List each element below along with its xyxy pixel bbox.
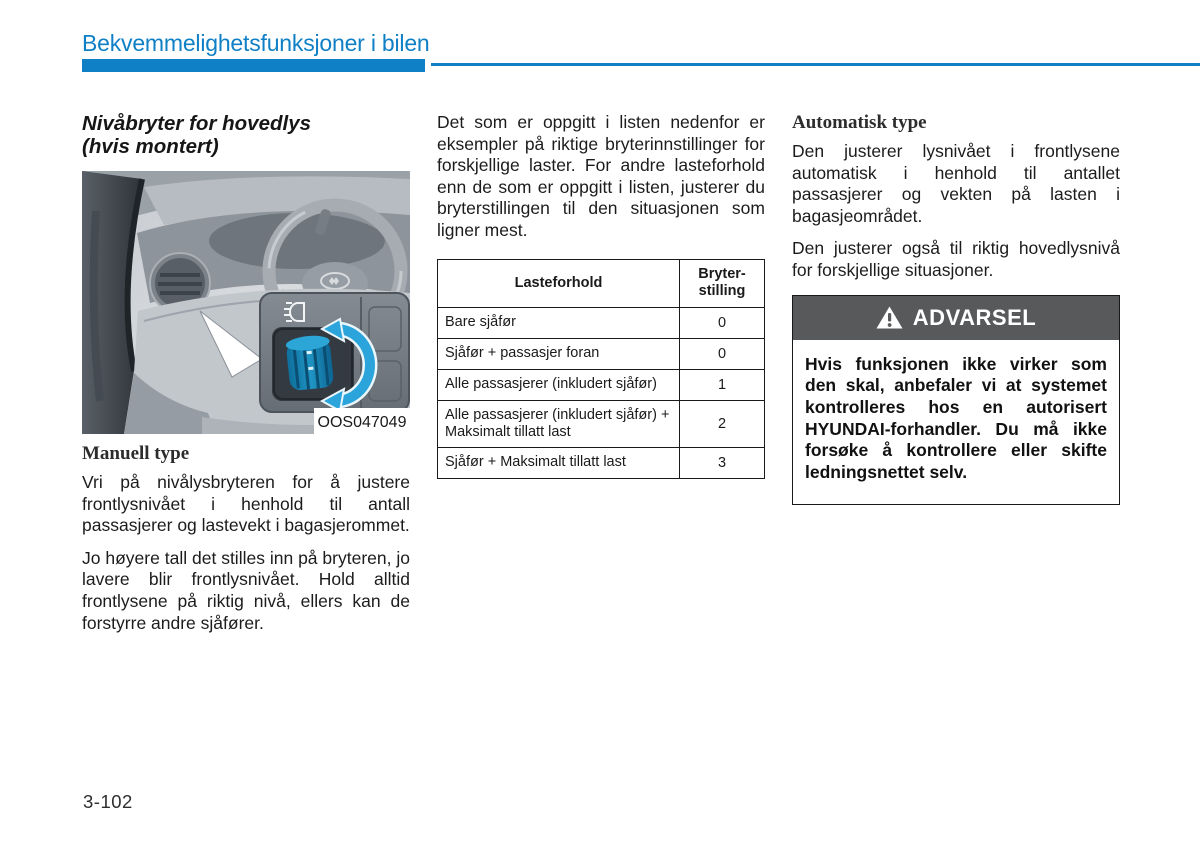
page-title-line1: Nivåbryter for hovedlys: [82, 112, 311, 135]
table-header-row: [438, 259, 765, 307]
warning-text: Hvis funksjonen ikke virker som den skal, anbefaler vi at systemet kontrolleres hos en autorisert HYUNDAI-forhandler. Du må ikke forsøke å kontrollere eller skifte ledningsnettet selv.: [805, 353, 1107, 483]
switch-module-inset: [260, 293, 409, 412]
warning-title: ADVARSEL: [912, 304, 1037, 330]
right-column: [792, 112, 1120, 505]
table-row: [438, 400, 765, 447]
automatic-type-para2: Den justerer også til riktig hovedlysnivå for forskjellige situasjoner.: [792, 238, 1120, 280]
switch-position-cell: 1: [680, 369, 765, 400]
switch-settings-intro: Det som er oppgitt i listen nedenfor er eksempler på riktige bryterinnstillinger for forskjellige laster. For andre lasteforhold enn de som er oppgitt i listen, justerer du bryterstillingen til den situasjonen som ligner mest.: [437, 112, 765, 240]
load-condition-cell: Alle passasjerer (inkludert sjåfør): [438, 369, 680, 400]
dashboard-illustration: [82, 171, 410, 434]
load-condition-cell: Sjåfør + passasjer foran: [438, 338, 680, 369]
warning-box: [792, 295, 1120, 505]
warning-triangle-icon: [876, 306, 903, 329]
left-column: [82, 112, 410, 645]
table-row: [438, 369, 765, 400]
load-condition-cell: Sjåfør + Maksimalt tillatt last: [438, 447, 680, 478]
switch-position-cell: 3: [680, 447, 765, 478]
manual-type-para1: Vri på nivålysbryteren for å justere frontlysnivået i henhold til antall passasjerer og lastevekt i bagasjerommet.: [82, 472, 410, 536]
switch-position-cell: 2: [680, 400, 765, 447]
manual-type-para2: Jo høyere tall det stilles inn på bryteren, jo lavere blir frontlysnivået. Hold alltid frontlysene på riktig nivå, ellers kan de forstyrre andre sjåfører.: [82, 547, 410, 633]
switch-position-cell: 0: [680, 307, 765, 338]
automatic-type-para1: Den justerer lysnivået i frontlysene automatisk i henhold til antallet passasjerer og vekten på lasten i bagasjeområdet.: [792, 141, 1120, 226]
automatic-type-heading: Automatisk type: [792, 112, 927, 133]
table-row: [438, 307, 765, 338]
header-rule: [431, 63, 1200, 66]
table-row: [438, 447, 765, 478]
load-condition-cell: Alle passasjerer (inkludert sjåfør) + Maksimalt tillatt last: [438, 400, 680, 447]
manual-type-heading: Manuell type: [82, 443, 190, 464]
figure-caption: OOS047049: [317, 414, 407, 431]
switch-position-cell: 0: [680, 338, 765, 369]
middle-column: [437, 112, 765, 479]
load-condition-cell: Bare sjåfør: [438, 307, 680, 338]
warning-header: [793, 296, 1119, 340]
col-header-switch-position: Bryter-stilling: [680, 259, 765, 307]
dashboard-switch-photo: [82, 171, 410, 434]
col-header-load-condition: Lasteforhold: [438, 259, 680, 307]
page-number: 3-102: [83, 791, 133, 812]
page-title-line2: (hvis montert): [82, 135, 219, 158]
switch-position-table: [437, 259, 765, 479]
page-title: [82, 112, 410, 158]
chapter-title: Bekvemmelighetsfunksjoner i bilen: [82, 30, 430, 56]
chapter-title-underline: [82, 59, 425, 72]
level-dial: [285, 334, 334, 391]
table-row: [438, 338, 765, 369]
